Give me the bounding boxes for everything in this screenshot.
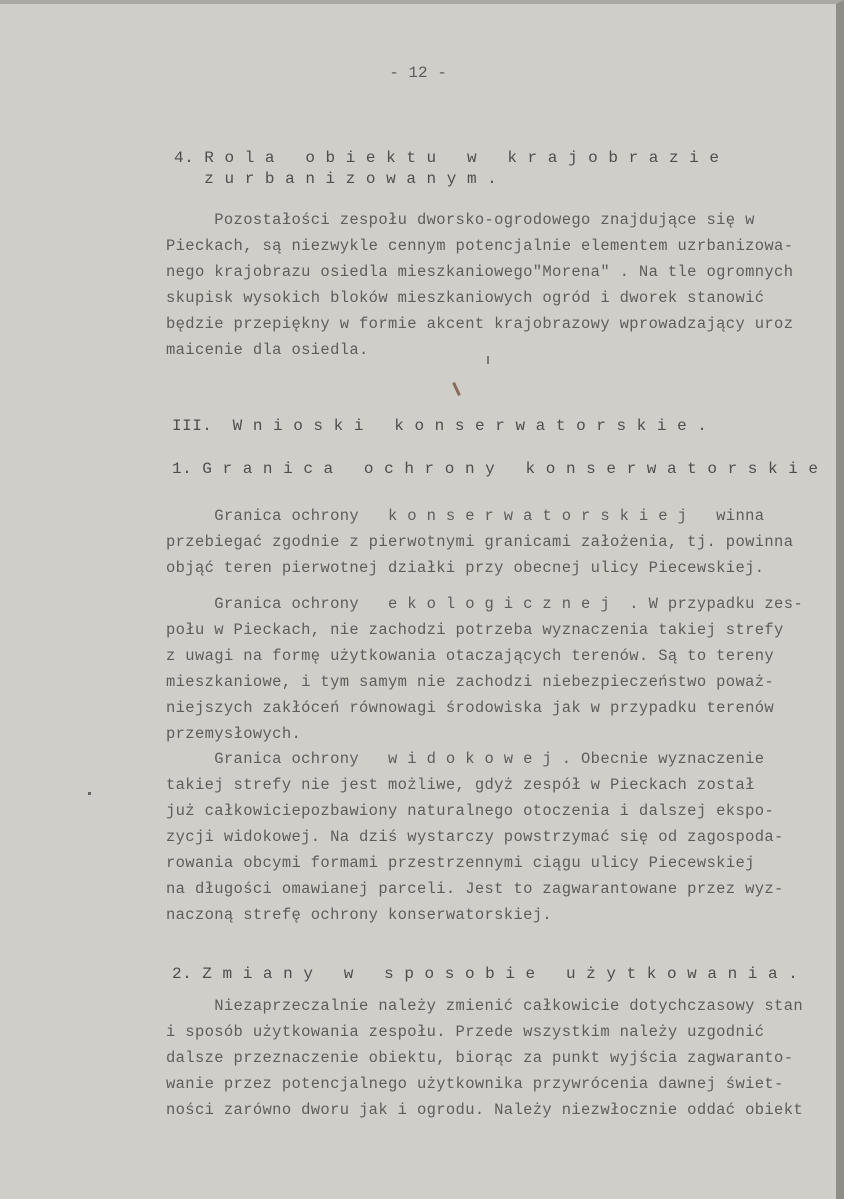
- paragraph-line: na długości omawianej parceli. Jest to zagwarantowane przez wyz-: [166, 880, 784, 898]
- paragraph-line: będzie przepiękny w formie akcent krajobrazowy wprowadzający uroz: [166, 315, 794, 333]
- paragraph-line: niejszych zakłóceń równowagi środowiska jak w przypadku terenów: [166, 699, 775, 717]
- paragraph-line: objąć teren pierwotnej działki przy obecnej ulicy Piecewskiej.: [166, 559, 765, 577]
- paragraph-line: mieszkaniowe, i tym samym nie zachodzi niebezpieczeństwo poważ-: [166, 673, 775, 691]
- paragraph-line: ności zarówno dworu jak i ogrodu. Należy niezwłocznie oddać obiekt: [166, 1101, 803, 1119]
- section-4-heading-line-2: z u r b a n i z o w a n y m .: [174, 170, 498, 188]
- paragraph-line: Granica ochrony w i d o k o w e j . Obecnie wyznaczenie: [166, 750, 765, 768]
- paragraph-line: zycji widokowej. Na dziś wystarczy powstrzymać się od zagospoda-: [166, 828, 784, 846]
- paragraph-line: przemysłowych.: [166, 725, 302, 743]
- section-1-heading: 1. G r a n i c a o c h r o n y k o n s e r w a t o r s k i e: [172, 460, 819, 478]
- paragraph-line: maicenie dla osiedla.: [166, 341, 369, 359]
- paragraph-line: rowania obcymi formami przestrzennymi ciągu ulicy Piecewskiej: [166, 854, 755, 872]
- paragraph-line: nego krajobrazu osiedla mieszkaniowego"Morena" . Na tle ogromnych: [166, 263, 794, 281]
- section-2-heading: 2. Z m i a n y w s p o s o b i e u ż y t k o w a n i a .: [172, 965, 799, 983]
- paragraph-line: Pieckach, są niezwykle cennym potencjalnie elementem uzrbanizowa-: [166, 237, 794, 255]
- paragraph-line: połu w Pieckach, nie zachodzi potrzeba wyznaczenia takiej strefy: [166, 621, 784, 639]
- paper-speck: [452, 382, 461, 396]
- page-number: - 12 -: [389, 64, 447, 82]
- paragraph-line: Pozostałości zespołu dworsko-ogrodowego znajdujące się w: [166, 211, 755, 229]
- paragraph-line: Granica ochrony e k o l o g i c z n e j . W przypadku zes-: [166, 595, 803, 613]
- paper-speck: [487, 356, 489, 364]
- paragraph-line: naczoną strefę ochrony konserwatorskiej.: [166, 906, 553, 924]
- paragraph-line: z uwagi na formę użytkowania otaczających terenów. Są to tereny: [166, 647, 775, 665]
- paragraph-line: skupisk wysokich bloków mieszkaniowych ogród i dworek stanowić: [166, 289, 765, 307]
- paper-speck: [88, 792, 91, 795]
- paragraph-line: takiej strefy nie jest możliwe, gdyż zespół w Pieckach został: [166, 776, 755, 794]
- paragraph-line: Niezaprzeczalnie należy zmienić całkowicie dotychczasowy stan: [166, 997, 803, 1015]
- paragraph-line: Granica ochrony k o n s e r w a t o r s k i e j winna: [166, 507, 765, 525]
- paragraph-line: wanie przez potencjalnego użytkownika przywrócenia dawnej świet-: [166, 1075, 784, 1093]
- paragraph-line: już całkowiciepozbawiony naturalnego otoczenia i dalszej ekspo-: [166, 802, 775, 820]
- section-4-heading-line-1: 4. R o l a o b i e k t u w k r a j o b r a z i e: [174, 149, 720, 167]
- paragraph-line: przebiegać zgodnie z pierwotnymi granicami założenia, tj. powinna: [166, 533, 794, 551]
- paragraph-line: i sposób użytkowania zespołu. Przede wszystkim należy uzgodnić: [166, 1023, 765, 1041]
- section-iii-heading: III. W n i o s k i k o n s e r w a t o r s k i e .: [172, 417, 708, 435]
- paragraph-line: dalsze przeznaczenie obiektu, biorąc za punkt wyjścia zagwaranto-: [166, 1049, 794, 1067]
